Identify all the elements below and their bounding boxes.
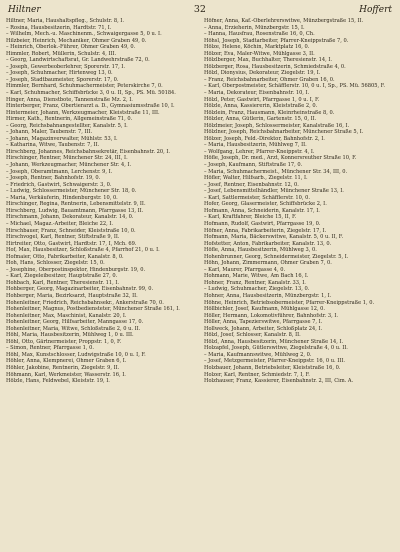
directory-entry: Hohbach, Karl, Rentner, Theresienstr. 11, I.: [6, 279, 119, 286]
page-header: [6, 4, 394, 16]
directory-entry: – Josephine, Oberpostinspektor, Hindenburgstr. 19, 0.: [6, 266, 146, 273]
directory-entry: – Josef, Metzgermeister, Pfarrer-Kneippstr. 16, 0 u. III.: [204, 358, 345, 365]
directory-entry: – Karl, Ziegeleibesitzer, Hauptstraße 27, 0.: [6, 273, 118, 280]
directory-entry: – Michael, Magaz.-Arbeiter, Bleiche 22, I.: [6, 220, 113, 227]
directory-entry: – Karl, Kraftfahrer, Bleiche 15, II, F.: [204, 214, 297, 221]
directory-entry: – Katharina, Witwe, Taubenstr. 7, II.: [6, 142, 100, 149]
directory-entry: Hofstetter, Anton, Fabrikarbeiter, Kanalstr. 13, 0.: [204, 240, 332, 247]
directory-entry: Hölzlner, Joseph, Reichsbahnarbeiter, Münchener Straße 5, I.: [204, 129, 364, 136]
directory-entry: – Maria, Schuhmachermeist., Münchener Str. 34, III, 0.: [204, 168, 348, 175]
directory-entry: Hollweck, Johann, Arbeiter, Schloßplatz 24, I.: [204, 325, 323, 332]
directory-entry: – Friedrich, Gastwirt, Schwaigerstr. 3, 0.: [6, 181, 112, 188]
header-right-keyword: Hoffert: [359, 5, 392, 15]
directory-entry: Hirschinger, Regina, Rentnerin, Lebensmittelstr. 9, II.: [6, 201, 146, 208]
directory-entry: – Karl, Sattlermeister, Schäfflerstr. 10, 0.: [204, 194, 310, 201]
directory-entry: – Heinrich, Oberlok.-Führer, Ohmer Graben 49, 0.: [6, 44, 136, 51]
directory-entry: – Maria, Dekorateur, Eisenbahnstr. 10, I.: [204, 90, 310, 97]
directory-entry: Holzer, Karl, Rentner, Schmiedstr. 7, I, F.: [204, 371, 310, 378]
directory-entry: Hirschmann, Johann, Dekorateur, Kanalstr. 14, 0.: [6, 214, 134, 221]
directory-entry: – Josef, Rentner, Eisenbahnstr. 12, 0.: [204, 181, 299, 188]
directory-entry: – Anna, Erzieherin, Münzbergstr. 15, I.: [204, 24, 305, 31]
directory-entry: – Johann, Magazinverwalter, Mühlstr. 53, I.: [6, 135, 118, 142]
directory-entry: – Karl, Maurer, Pfarrgasse 4, 0.: [204, 266, 286, 273]
directory-entry: Hölzl, Josef, Schlosser, Kanalstr. 8, II.: [204, 332, 301, 339]
directory-entry: Hölzle, Hans, Feldwebel, Kleiststr. 19, I.: [6, 378, 110, 385]
directory-entry: Höfle, Joseph, Dr. med., Arzt, Konnersreuther Straße 10, F.: [204, 155, 357, 162]
directory-entry: Hinger, Anna, Dienstbote, Tannenstraße Mz. 2, I.: [6, 96, 133, 103]
directory-entry: Hirschberg, Ludwig, Bauamtmann, Pfarrgasse 13, II.: [6, 207, 144, 214]
directory-entry: Hölzl, Peter, Gastwirt, Pfarrgasse 1, 0 u. I, F.: [204, 96, 320, 103]
directory-entry: – Joseph, Stadtbaumeister, Sporerstr. 17, 0.: [6, 76, 119, 83]
directory-entry: Hirschbauer, Franz, Schneider, Kleiststraße 10, 0.: [6, 227, 136, 234]
directory-entry: Holzapfel, Joseph, Gütlerswitwe, Ziegelstraße 4, 0 u. II.: [204, 345, 348, 352]
directory-entry: Hohenbrunner, Georg, Schneidermeister, Ziegelstr. 5, I.: [204, 253, 349, 260]
directory-entry: – Georg, Reichsbahnangestellter, Kanalstr. 5, I.: [6, 122, 128, 129]
directory-entry: – Maria, Verkäuferin, Hindenburgstr. 10, 0.: [6, 194, 118, 201]
directory-entry: Hölzl, Dionysius, Dekorateur, Ziegelstr. 19, I.: [204, 70, 321, 77]
directory-entry: Hohmann, Marie, Witwe, Am Bach 16, I.: [204, 273, 309, 280]
directory-entry: – Joseph, Kaufmann, Stiftstraße 17, 0.: [204, 162, 303, 169]
directory-entry: – Joseph, Gewerbeoberlehrer, Sporerstr. 17, I.: [6, 63, 125, 70]
directory-entry: Hohenleitner, Friedrich, Reichsbahnsekr., Ankerstraße 70, 0.: [6, 299, 164, 306]
directory-entry: Höller, Anna, Tapezierswitwe, Pfarrgasse 7, I.: [204, 319, 323, 326]
directory-entry: – Joseph, Rentner, Bahnhofstr. 19, 0.: [6, 175, 101, 182]
directory-entry: – Maria, Hausbesitzerin, Mühlweg 7, II.: [204, 142, 307, 149]
directory-entry: Hölzler, Anna, Gütlerin, Gartenstr. 15, 0, II.: [204, 116, 317, 123]
directory-entry: Höhl, Max, Kunstschlosser, Ludwigstraße 10, 0 u. I, F.: [6, 351, 146, 358]
directory-entry: Höhmann, Karl, Werkmeister, Wasserstr. 16, I.: [6, 371, 126, 378]
directory-entry: Hölzlein, Franz, Hausmann, Kleinrheinstraße 8, 0.: [204, 109, 335, 116]
directory-entry: Höhn, Johann, Zimmermann, Ohmer Graben 7, 0.: [204, 260, 332, 267]
directory-entry: Hölzl, Anna, Hausbesitzerin, Münchener Straße 14, I.: [204, 338, 344, 345]
directory-entry: Hohenleitner, Maria, Witwe, Schloßstraße 2, 0 u. II.: [6, 325, 141, 332]
directory-entry: Hölzer, Joseph, Feld.-Direktor, Bahnhofstr. 2, I.: [204, 135, 325, 142]
directory-entry: Hiltner, Maria, Haushaltspfleg., Schulstr. 8, I.: [6, 18, 124, 24]
directory-entry: Hirmer, Kath., Rentnerin, Allgemeinstraße 71, 0.: [6, 116, 133, 123]
directory-entry: Hölzlmeier, Joseph, Schlossermeister, Kanalstraße 16, I.: [204, 122, 350, 129]
directory-entry: Hirtreiter, Otto, Gastwirt, Hardtstr. 17, I, Mch. 69.: [6, 240, 137, 247]
directory-entry: – Wilhelm, Mech.-u. Maschinenm., Schwaigergasse 5, 0 u. I.: [6, 31, 162, 38]
directory-entry: – Ludwig, Schuhmacher, Ziegelstr. 13, 0.: [204, 286, 310, 293]
directory-entry: Höhne, Heinrich, Betriebsobermeister, Pfarrer-Kneippstraße 1, 0.: [204, 299, 375, 306]
directory-entry: – Joseph, Schuhmacher, Hirtenweg 13, 0.: [6, 70, 113, 77]
directory-entry: Höfner, Anna, Fabrikarbeiterin, Ziegelstr. 17, I.: [204, 227, 327, 234]
directory-entry: – Franz, Reichsbahnarbeiter, Ohmer Graben 16, 0.: [204, 76, 335, 83]
directory-entry: Hintermeier, Johann, Werkzeugmacher, Kleiststraße 11, III.: [6, 109, 160, 116]
directory-entry: Höhl, Maria, Hausbesitzerin, Mühlweg 1, 0 u. III.: [6, 332, 134, 339]
directory-entry: Höhler, Anna, Klempnerei, Ohmer Graben 6, I.: [6, 358, 127, 365]
directory-entry: Hirschinger, Rentner, Münchener Str. 24, III, I.: [6, 155, 128, 162]
directory-entry: Hohner, Franz, Rentner, Kanalstr. 33, I.: [204, 279, 306, 286]
directory-entry: – Georg, Landwirtschaftsrat, Gr. Landwehrstraße 72, 0.: [6, 57, 150, 64]
directory-entry: Höllbichler, Josef, Kaufmann, Mühlgasse 12, 0.: [204, 306, 326, 313]
directory-entry: – Ludwig, Schlossermeister, Münchener Str. 18, 0.: [6, 188, 137, 195]
directory-entry: Höller, Hermann, Lokomotivführer, Bahnhofstr. 3, I.: [204, 312, 338, 319]
directory-entry: Hohberger, Georg, Magazinarbeiter, Eisenbahnstr. 99, 0.: [6, 286, 154, 293]
header-left-keyword: Hiltner: [8, 5, 41, 15]
directory-entry: Höfler, Walter, Hilfsarb., Ziegelstr. 11, I.: [204, 175, 308, 182]
directory-entry: Höhl, Otto, Gärtnermeister, Proppstr. 1, 0, F.: [6, 338, 122, 345]
directory-entry: Hölzlberger, Max, Buchhalter, Theresienstr. 14, I.: [204, 57, 332, 64]
directory-entry: Hilzbeier, Heinrich, Mechaniker, Ohmer Graben 49, 0.: [6, 37, 147, 44]
directory-entry: Hirschvogel, Karl, Rentner, Stiftstraße 9, II.: [6, 234, 120, 241]
directory-entry: Hoh, Hans, Schlosser, Ziegelstr. 15, 0.: [6, 260, 105, 267]
directory-entry: – Johann, Werkzeugmacher, Münchener Str. 4, I.: [6, 162, 132, 169]
directory-entry: Hohner, Anna, Hausbesitzerin, Münzbergstr. 1, I.: [204, 292, 332, 299]
directory-entry: Himmler, Bernhard, Schuhmachermeister, Peterskirche 7, 0.: [6, 83, 163, 90]
directory-entry: Hofmann, Anna, Schneiderin, Kanalstr. 17, I.: [204, 207, 320, 214]
directory-entry: Hofmann, Maria, Bäckerswitwe, Kanalstr. 5, 0 u. II, F.: [204, 234, 344, 241]
directory-entry: Hölzer, Eva, Maler-Witwe, Mühlgasse 3, II.: [204, 50, 315, 57]
directory-entry: – Rosina, Hausbesitzerin, Hardtstr. 71, I.: [6, 24, 112, 31]
directory-entry: Himmler, Robert, Müllerin, Schulstr. 4, III.: [6, 50, 117, 57]
directory-entry: Hofer, Georg, Glasermeister, Schiffsbrücke 2, I.: [204, 201, 327, 208]
directory-entry: – Simon, Rentner, Pfarrgasse 1, 0.: [6, 345, 95, 352]
directory-entry: Hirschberg, Johannes, Reichsbahnsekretär, Eisenbahnstr. 20, I.: [6, 148, 171, 155]
directory-entry: Hölzberger, Rosa, Hausbesitzerin, Schmiedstraße 4, 0.: [204, 63, 346, 70]
directory-entry: – Johann, Maler, Taubenstr. 7, III.: [6, 129, 93, 136]
directory-entry: Hinterberger, Franz, Obertierarzt a. D., Gymnasiumsstraße 10, I.: [6, 103, 175, 110]
directory-entry: Hölze, Helene, Köchin, Marktplatz 16, 0.: [204, 44, 310, 51]
directory-entry: – Karl, Oberpostmeister, Schäfflerstr. 10, 0 u. I, Sp., PS. Mü. 56805, F.: [204, 83, 386, 90]
directory-columns: [6, 18, 394, 550]
directory-entry: Höfner, Anna, Kaf.-Oberlehrerswitwe, Münzbergstraße 15, II.: [204, 18, 364, 24]
directory-entry: Hohberger, Maria, Bezirksarzt, Hauptstraße 32, II.: [6, 292, 138, 299]
directory-entry: – Karl, Schuhmacher, Schiffsbrücke 3, 0 u. II, Sp., PS. Mü. 50184.: [6, 90, 176, 97]
directory-entry: Hofmann, Rudolf, Gastwirt, Pfarrgasse 19, 0.: [204, 220, 321, 227]
directory-entry: Hof, Max, Hausbesitzer, Schloßstraße 4, Pfarrhof 21, 0 u. I.: [6, 247, 160, 254]
directory-entry: Hölzle, Anna, Kassiererin, Kleiststraße 2, 0.: [204, 103, 318, 110]
directory-entry: Holzbauer, Johann, Betriebsleiter, Kleiststraße 16, 0.: [204, 364, 341, 371]
directory-entry: – Hanna, Hausfrau, Rosenstraße 16, 0, Ch.: [204, 31, 315, 38]
directory-entry: Höhsl, Joseph, Stadtarbeiter, Pfarrer-Kneippstraße 7, 0.: [204, 37, 349, 44]
directory-entry: – Josef, Lebensmittelhändler, Münchener Straße 13, I.: [204, 188, 344, 195]
directory-entry: Holzhauser, Franz, Kassierer, Eisenbahnstr. 2, III, Cim. A.: [204, 378, 354, 385]
directory-entry: Höhler, Jakobine, Rentnerin, Ziegelstr. 9, II.: [6, 364, 120, 371]
directory-entry: Höfle, Anna, Hausbesitzerin, Mühlweg 3, 0.: [204, 247, 317, 254]
directory-entry: Hofmaier, Otto, Fabrikarbeiter, Kanalstr. 8, 0.: [6, 253, 124, 260]
directory-entry: – Maria, Kaufmannswitwe, Mühlweg 2, 0.: [204, 351, 312, 358]
directory-entry: Hohenleitner, Max, Maschinist, Kanalstr. 20, I.: [6, 312, 127, 319]
directory-entry: – Joseph, Oberamtmann, Lerchenstr. 9, I.: [6, 168, 113, 175]
directory-entry: – Wolfgang, Lehrer, Pfarrer-Kneippstr. 4, I.: [204, 148, 315, 155]
page-number: 32: [193, 4, 206, 15]
directory-entry: Hohenleitner, Georg, Hilfsarbeiter, Manngasse 17, 0.: [6, 319, 144, 326]
right-column: [204, 18, 394, 550]
directory-entry: Hohenleitner, Magnus, Postbediensteter, Münchener Straße 161, I.: [6, 306, 180, 313]
left-column: [6, 18, 196, 550]
